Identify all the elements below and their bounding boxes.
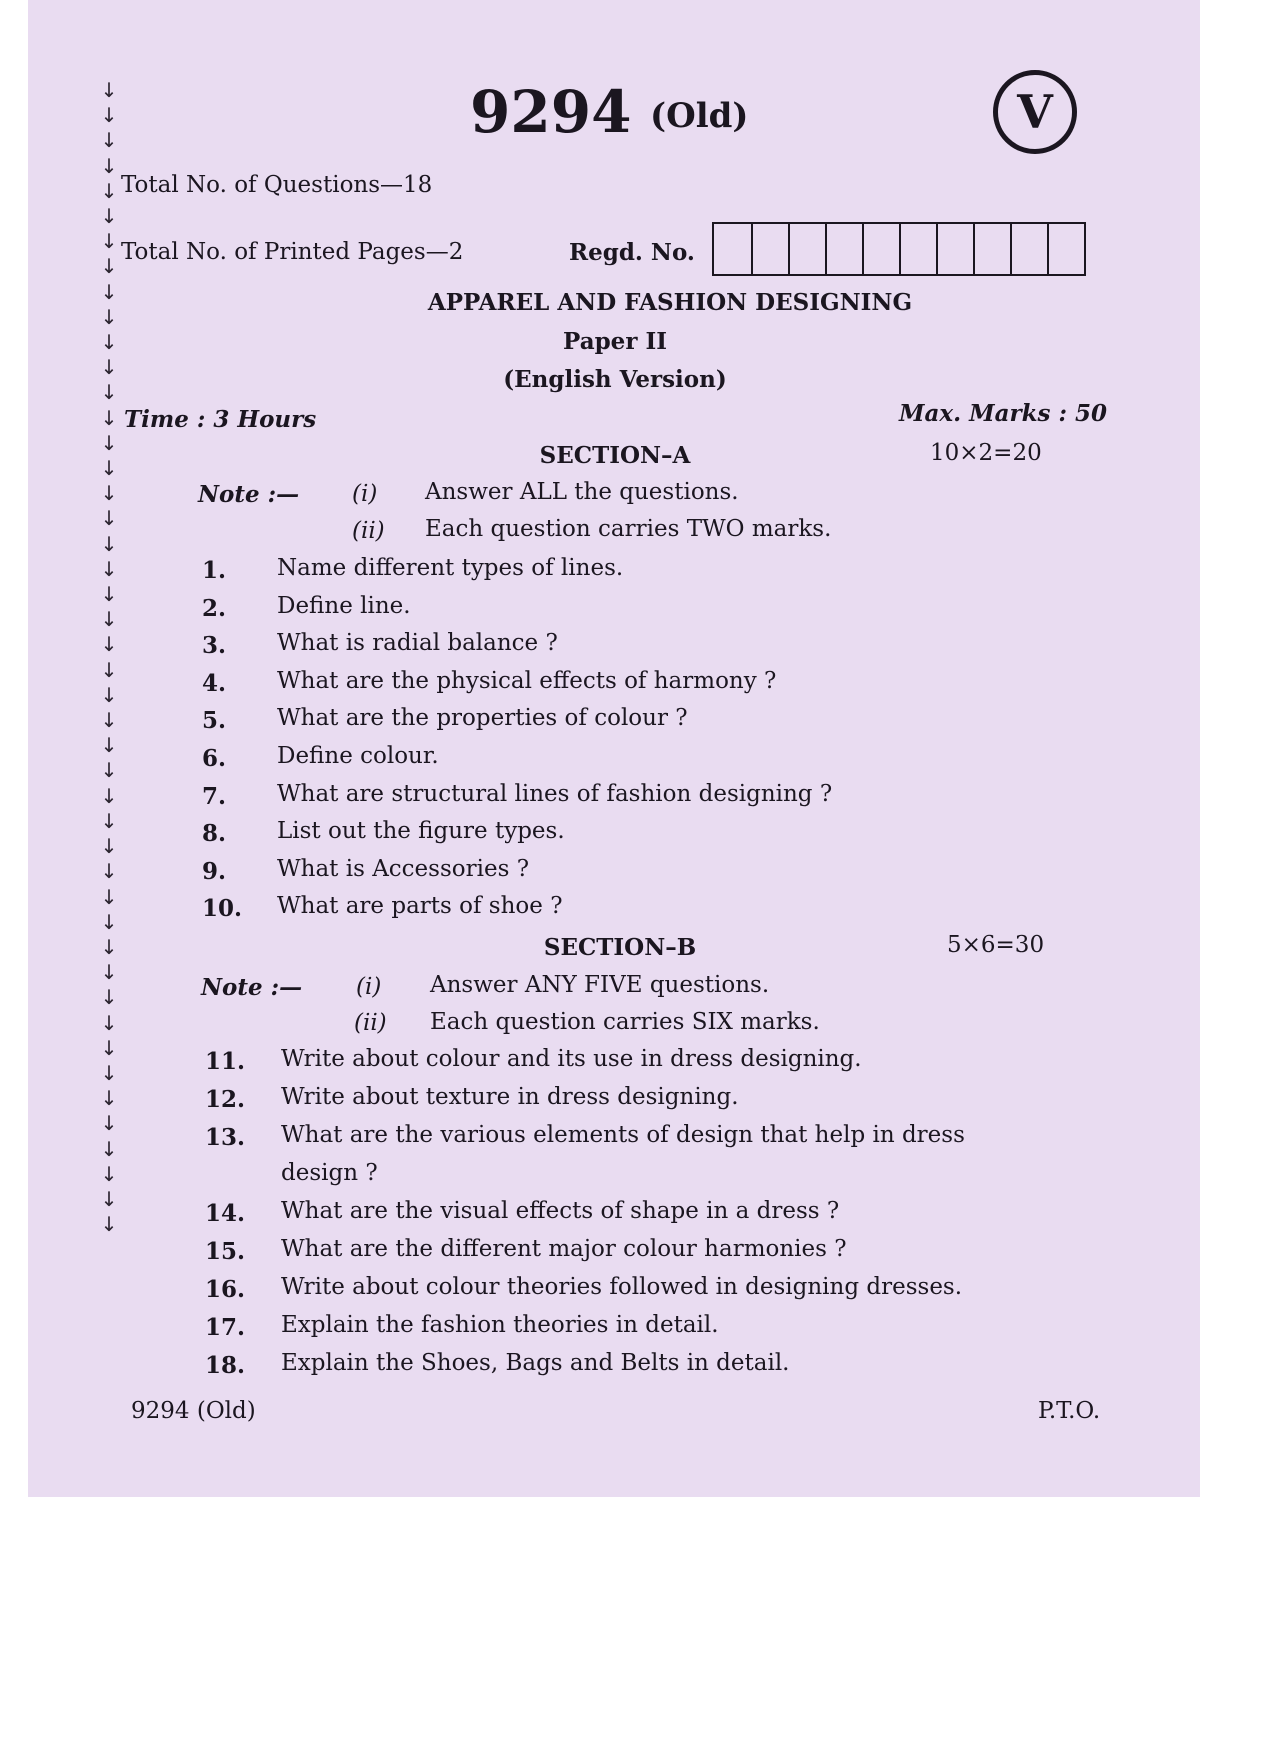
section-b-heading: SECTION–B: [543, 934, 697, 961]
question-text: Explain the fashion theories in detail.: [281, 1312, 719, 1338]
margin-arrow: ↓: [100, 254, 118, 279]
margin-arrow: ↓: [100, 783, 118, 808]
margin-arrow: ↓: [100, 934, 118, 959]
regd-digit-box: [1047, 224, 1084, 274]
question-number: 1.: [202, 557, 227, 584]
margin-arrow: ↓: [100, 1086, 118, 1111]
subject-title: APPAREL AND FASHION DESIGNING: [427, 289, 913, 316]
section-a-note-num: (i): [352, 481, 378, 507]
question-text: Name different types of lines.: [277, 555, 624, 581]
question-number: 6.: [202, 745, 227, 772]
section-b-note-num: (ii): [354, 1010, 387, 1036]
margin-arrow: ↓: [100, 834, 118, 859]
footer-pto: P.T.O.: [1038, 1398, 1101, 1424]
question-number: 15.: [205, 1238, 246, 1265]
margin-arrow: ↓: [100, 481, 118, 506]
margin-arrow: ↓: [100, 682, 118, 707]
question-text: Write about texture in dress designing.: [281, 1084, 739, 1110]
margin-arrow: ↓: [100, 1136, 118, 1161]
question-number: 7.: [202, 783, 227, 810]
regd-digit-box: [1010, 224, 1047, 274]
margin-arrow: ↓: [100, 859, 118, 884]
question-number: 14.: [205, 1200, 246, 1227]
regd-number-boxes: [712, 222, 1086, 276]
question-number: 16.: [205, 1276, 246, 1303]
margin-arrow: ↓: [100, 632, 118, 657]
question-text: What is radial balance ?: [277, 630, 558, 656]
question-text: Explain the Shoes, Bags and Belts in detail.: [281, 1350, 790, 1376]
regd-digit-box: [825, 224, 862, 274]
margin-arrow: ↓: [100, 1060, 118, 1085]
section-b-note-text: Each question carries SIX marks.: [430, 1009, 820, 1035]
margin-arrow: ↓: [100, 657, 118, 682]
version-label: (English Version): [503, 366, 727, 393]
paper-code-suffix: (Old): [650, 96, 749, 136]
section-b-note-num: (i): [356, 974, 382, 1000]
question-number: 9.: [202, 858, 227, 885]
regd-digit-box: [788, 224, 825, 274]
question-text: What is Accessories ?: [277, 856, 530, 882]
question-text: List out the figure types.: [277, 818, 565, 844]
regd-digit-box: [714, 224, 751, 274]
margin-arrow: ↓: [100, 279, 118, 304]
question-number: 3.: [202, 632, 227, 659]
regd-digit-box: [862, 224, 899, 274]
section-b-note-text: Answer ANY FIVE questions.: [430, 972, 770, 998]
section-a-note-num: (ii): [352, 518, 385, 544]
margin-arrow: ↓: [100, 1035, 118, 1060]
question-text: What are the visual effects of shape in a dress ?: [281, 1198, 840, 1224]
question-number: 11.: [205, 1048, 246, 1075]
margin-arrow: ↓: [100, 1212, 118, 1237]
margin-arrow: ↓: [100, 153, 118, 178]
footer-code: 9294 (Old): [131, 1398, 256, 1424]
time-label: Time : 3 Hours: [124, 406, 317, 433]
margin-arrow: ↓: [100, 430, 118, 455]
question-text: Define colour.: [277, 743, 439, 769]
margin-arrow: ↓: [100, 456, 118, 481]
regd-label: Regd. No.: [569, 239, 695, 266]
margin-arrow: ↓: [100, 531, 118, 556]
margin-arrow: ↓: [100, 1186, 118, 1211]
margin-arrow: ↓: [100, 355, 118, 380]
margin-arrow: ↓: [100, 1161, 118, 1186]
margin-arrow: ↓: [100, 103, 118, 128]
version-mark-circle: V: [993, 70, 1077, 154]
margin-arrow: ↓: [100, 1111, 118, 1136]
regd-digit-box: [751, 224, 788, 274]
margin-arrow: ↓: [100, 1010, 118, 1035]
question-text: Write about colour and its use in dress designing.: [281, 1046, 862, 1072]
total-pages: Total No. of Printed Pages—2: [121, 239, 464, 265]
margin-arrow: ↓: [100, 909, 118, 934]
section-a-note-text: Each question carries TWO marks.: [425, 516, 832, 542]
section-a-note-text: Answer ALL the questions.: [425, 479, 739, 505]
margin-arrow: ↓: [100, 128, 118, 153]
margin-arrow: ↓: [100, 708, 118, 733]
margin-arrows: [98, 78, 120, 1237]
regd-digit-box: [936, 224, 973, 274]
margin-arrow: ↓: [100, 758, 118, 783]
question-number: 4.: [202, 670, 227, 697]
section-a-note-label: Note :—: [198, 481, 300, 508]
margin-arrow: ↓: [100, 582, 118, 607]
section-a-heading: SECTION–A: [539, 442, 691, 469]
question-text: What are structural lines of fashion designing ?: [277, 781, 833, 807]
margin-arrow: ↓: [100, 960, 118, 985]
question-number: 18.: [205, 1352, 246, 1379]
total-questions: Total No. of Questions—18: [121, 172, 433, 198]
question-number: 10.: [202, 895, 243, 922]
section-a-marks: 10×2=20: [930, 440, 1042, 466]
question-number: 5.: [202, 707, 227, 734]
question-text: Define line.: [277, 593, 411, 619]
margin-arrow: ↓: [100, 985, 118, 1010]
margin-arrow: ↓: [100, 304, 118, 329]
margin-arrow: ↓: [100, 607, 118, 632]
question-text: What are the different major colour harmonies ?: [281, 1236, 847, 1262]
margin-arrow: ↓: [100, 405, 118, 430]
regd-digit-box: [973, 224, 1010, 274]
question-number: 8.: [202, 820, 227, 847]
question-text: What are the various elements of design that help in dress: [281, 1122, 965, 1148]
question-text: What are parts of shoe ?: [277, 893, 563, 919]
margin-arrow: ↓: [100, 330, 118, 355]
question-text: What are the physical effects of harmony ?: [277, 668, 777, 694]
margin-arrow: ↓: [100, 556, 118, 581]
question-number: 13.: [205, 1124, 246, 1151]
margin-arrow: ↓: [100, 506, 118, 531]
paper-code: 9294: [470, 78, 632, 146]
question-text-continued: design ?: [281, 1160, 378, 1186]
margin-arrow: ↓: [100, 178, 118, 203]
margin-arrow: ↓: [100, 380, 118, 405]
margin-arrow: ↓: [100, 78, 118, 102]
max-marks: Max. Marks : 50: [899, 400, 1107, 427]
section-b-note-label: Note :—: [201, 974, 303, 1001]
question-number: 12.: [205, 1086, 246, 1113]
question-text: Write about colour theories followed in designing dresses.: [281, 1274, 963, 1300]
question-number: 17.: [205, 1314, 246, 1341]
section-b-marks: 5×6=30: [947, 932, 1045, 958]
margin-arrow: ↓: [100, 808, 118, 833]
margin-arrow: ↓: [100, 204, 118, 229]
question-number: 2.: [202, 595, 227, 622]
margin-arrow: ↓: [100, 733, 118, 758]
paper-number: Paper II: [563, 328, 667, 355]
question-text: What are the properties of colour ?: [277, 705, 688, 731]
regd-digit-box: [899, 224, 936, 274]
margin-arrow: ↓: [100, 884, 118, 909]
margin-arrow: ↓: [100, 229, 118, 254]
